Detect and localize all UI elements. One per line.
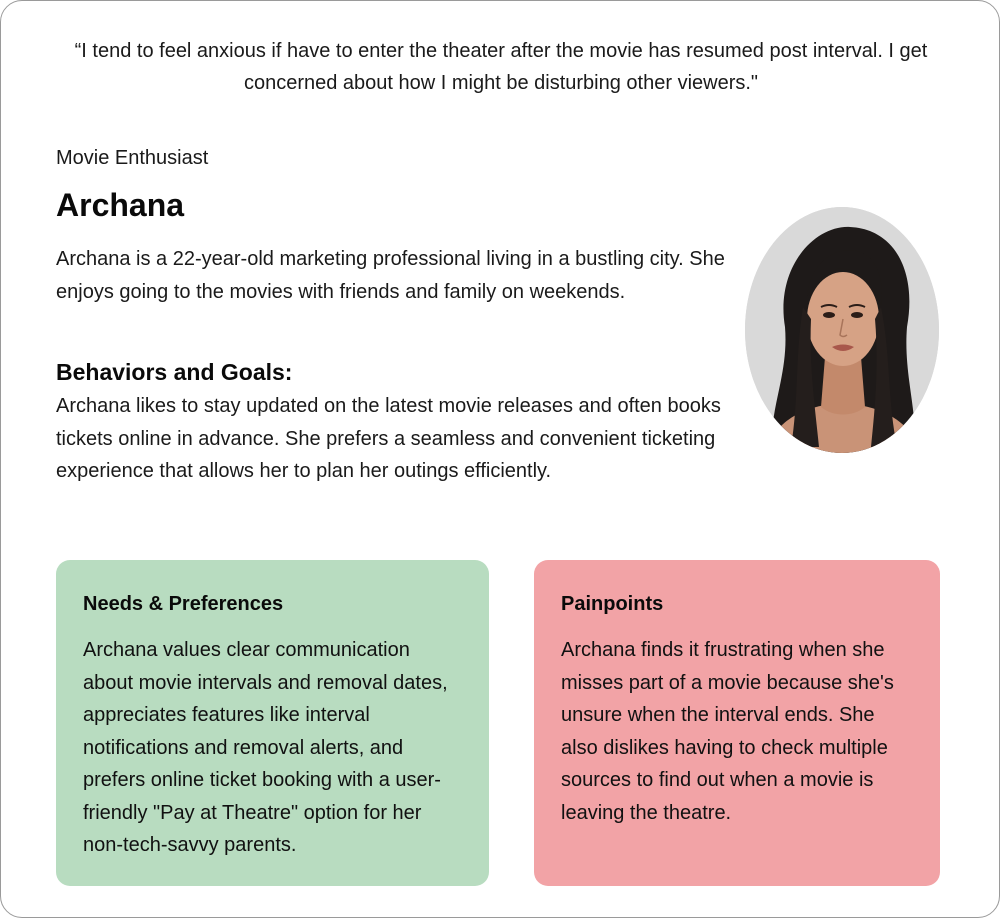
painpoints-text: Archana finds it frustrating when she misses part of a movie because she's unsure when the interval ends. She also dislikes having to check multiple sources to find out when a movie is leaving the theatre.: [561, 639, 894, 824]
persona-bio: Archana is a 22-year-old marketing professional living in a bustling city. She enjoys going to the movies with friends and family on weekends.: [56, 248, 725, 303]
persona-name: Archana: [56, 187, 185, 223]
avatar: [745, 207, 939, 453]
persona-portrait: [745, 207, 939, 453]
persona-role: Movie Enthusiast: [56, 147, 209, 169]
persona-quote: “I tend to feel anxious if have to enter the theater after the movie has resumed post interval. I get concerned about how I might be disturbing other viewers.": [74, 40, 928, 94]
behaviors-heading: Behaviors and Goals:: [56, 359, 293, 385]
needs-panel: [56, 560, 489, 886]
needs-title: Needs & Preferences: [83, 593, 284, 615]
behaviors-text: Archana likes to stay updated on the latest movie releases and often books tickets online in advance. She prefers a seamless and convenient ticketing experience that allows her to plan her outings efficiently.: [56, 395, 721, 482]
painpoints-panel: [534, 560, 940, 886]
painpoints-title: Painpoints: [561, 593, 664, 615]
needs-text: Archana values clear communication about movie intervals and removal dates, appreciates features like interval notifications and removal alerts, and prefers online ticket booking with a user-friendly "Pay at Theatre" option for her non-tech-savvy parents.: [83, 639, 448, 856]
